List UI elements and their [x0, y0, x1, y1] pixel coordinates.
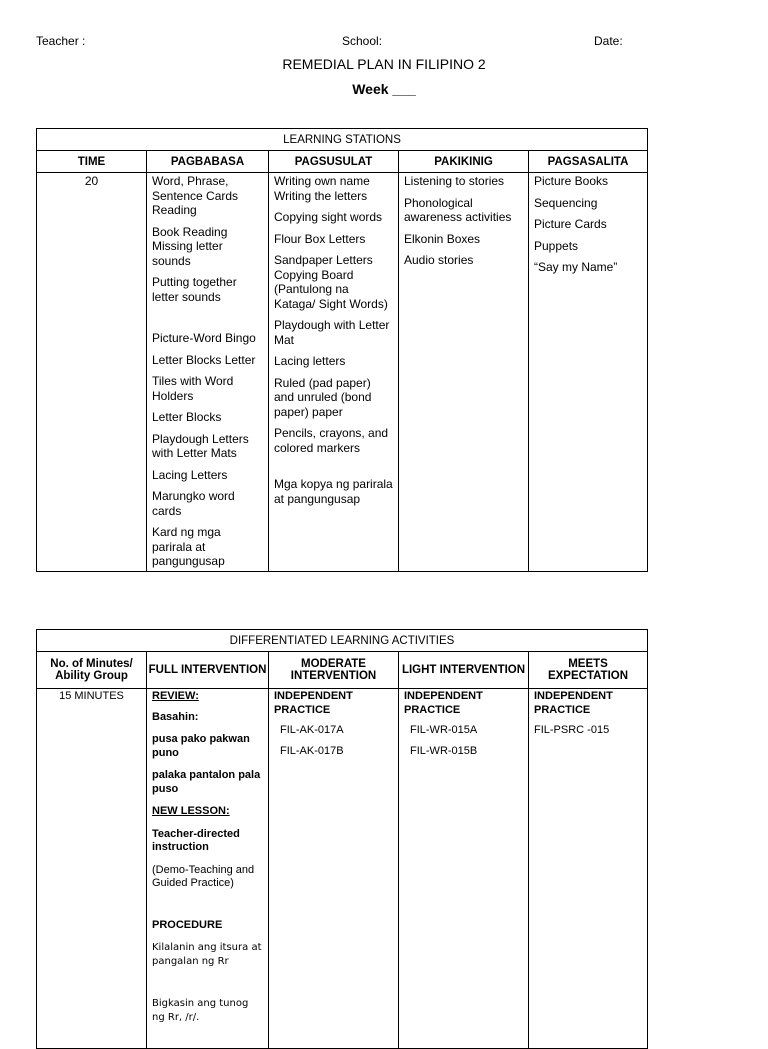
list-item: Phonological awareness activities: [404, 195, 512, 224]
demo-note: (Demo-Teaching and Guided Practice): [152, 863, 255, 889]
pagbabasa-cell: [147, 173, 269, 572]
list-item: Mga kopya ng parirala at pangungusap: [274, 477, 393, 506]
minutes-value: 15 MINUTES: [37, 689, 147, 1049]
col-header-minutes: No. of Minutes/ Ability Group: [37, 652, 147, 689]
review-heading: REVIEW:: [152, 690, 199, 702]
activity-code: FIL-PSRC -015: [534, 724, 610, 736]
col-header-pakikinig: PAKIKINIG: [399, 151, 529, 173]
list-item: Word, Phrase, Sentence Cards Reading: [152, 174, 239, 217]
list-item: Picture Cards: [534, 217, 607, 231]
list-item: Puppets: [534, 238, 579, 253]
list-item: Copying sight words: [274, 210, 383, 224]
list-item: Flour Box Letters: [274, 231, 366, 246]
list-item: Kard ng mga parirala at pangungusap: [152, 525, 225, 568]
col-header-meets: MEETS EXPECTATION: [529, 652, 648, 689]
pagsasalita-cell: [529, 173, 648, 572]
full-intervention-cell: [147, 689, 269, 1049]
list-item: Playdough with Letter Mat: [274, 318, 390, 347]
word-list: pusa pako pakwan puno: [152, 733, 250, 759]
list-item: Writing own name Writing the letters: [274, 174, 370, 203]
list-item: “Say my Name”: [534, 260, 618, 274]
list-item: Sequencing: [534, 195, 598, 210]
procedure-step: Kilalanin ang itsura at pangalan ng Rr: [152, 942, 262, 967]
time-value: 20: [37, 173, 147, 572]
activity-code: FIL-WR-015A: [410, 724, 478, 736]
col-header-pagsusulat: PAGSUSULAT: [269, 151, 399, 173]
meets-expectation-cell: [529, 689, 648, 1049]
list-item: Sandpaper Letters Copying Board (Pantulong na Kataga/ Sight Words): [274, 253, 388, 311]
differentiated-activities-table: [36, 629, 648, 1049]
school-label: School:: [342, 34, 383, 48]
independent-practice-label: INDEPENDENT PRACTICE: [274, 690, 353, 716]
word-list: palaka pantalon pala puso: [152, 769, 261, 795]
list-item: Playdough Letters with Letter Mats: [152, 431, 249, 460]
learning-stations-caption: LEARNING STATIONS: [37, 129, 648, 151]
list-item: Lacing letters: [274, 354, 346, 368]
list-item: Letter Blocks: [152, 410, 222, 424]
activity-code: FIL-AK-017B: [280, 744, 344, 757]
activity-code: FIL-AK-017A: [280, 724, 344, 736]
light-intervention-cell: [399, 689, 529, 1049]
list-item: Picture Books: [534, 174, 609, 188]
col-header-moderate: MODERATE INTERVENTION: [269, 652, 399, 689]
list-item: Elkonin Boxes: [404, 231, 481, 246]
document-title: REMEDIAL PLAN IN FILIPINO 2: [282, 56, 486, 72]
moderate-intervention-cell: [269, 689, 399, 1049]
col-header-pagbabasa: PAGBABASA: [147, 151, 269, 173]
week-label: Week ___: [352, 81, 416, 97]
procedure-step: Bigkasin ang tunog ng Rr, /r/.: [152, 998, 249, 1023]
independent-practice-label: INDEPENDENT PRACTICE: [404, 690, 483, 716]
list-item: Lacing Letters: [152, 467, 228, 482]
col-header-light: LIGHT INTERVENTION: [399, 652, 529, 689]
teacher-label: Teacher :: [36, 34, 86, 48]
list-item: Picture-Word Bingo: [152, 331, 256, 345]
teacher-directed-label: Teacher-directed instruction: [152, 827, 240, 853]
list-item: Audio stories: [404, 253, 474, 267]
list-item: Tiles with Word Holders: [152, 374, 234, 403]
list-item: Putting together letter sounds: [152, 275, 237, 304]
list-item: Ruled (pad paper) and unruled (bond paper) paper: [274, 375, 372, 419]
list-item: Marungko word cards: [152, 489, 235, 518]
new-lesson-heading: NEW LESSON:: [152, 805, 230, 817]
learning-stations-table: [36, 128, 648, 572]
activity-code: FIL-WR-015B: [410, 744, 478, 757]
procedure-heading: PROCEDURE: [152, 918, 223, 931]
pakikinig-cell: [399, 173, 529, 572]
independent-practice-label: INDEPENDENT PRACTICE: [534, 690, 613, 716]
list-item: Letter Blocks Letter: [152, 352, 256, 367]
col-header-time: TIME: [37, 151, 147, 173]
date-label: Date:: [594, 34, 623, 48]
col-header-full: FULL INTERVENTION: [147, 652, 269, 689]
list-item: Listening to stories: [404, 174, 505, 188]
pagsusulat-cell: [269, 173, 399, 572]
list-item: Book Reading Missing letter sounds: [152, 224, 228, 268]
basahin-label: Basahin:: [152, 710, 199, 723]
col-header-pagsasalita: PAGSASALITA: [529, 151, 648, 173]
list-item: Pencils, crayons, and colored markers: [274, 426, 389, 455]
differentiated-caption: DIFFERENTIATED LEARNING ACTIVITIES: [37, 630, 648, 652]
